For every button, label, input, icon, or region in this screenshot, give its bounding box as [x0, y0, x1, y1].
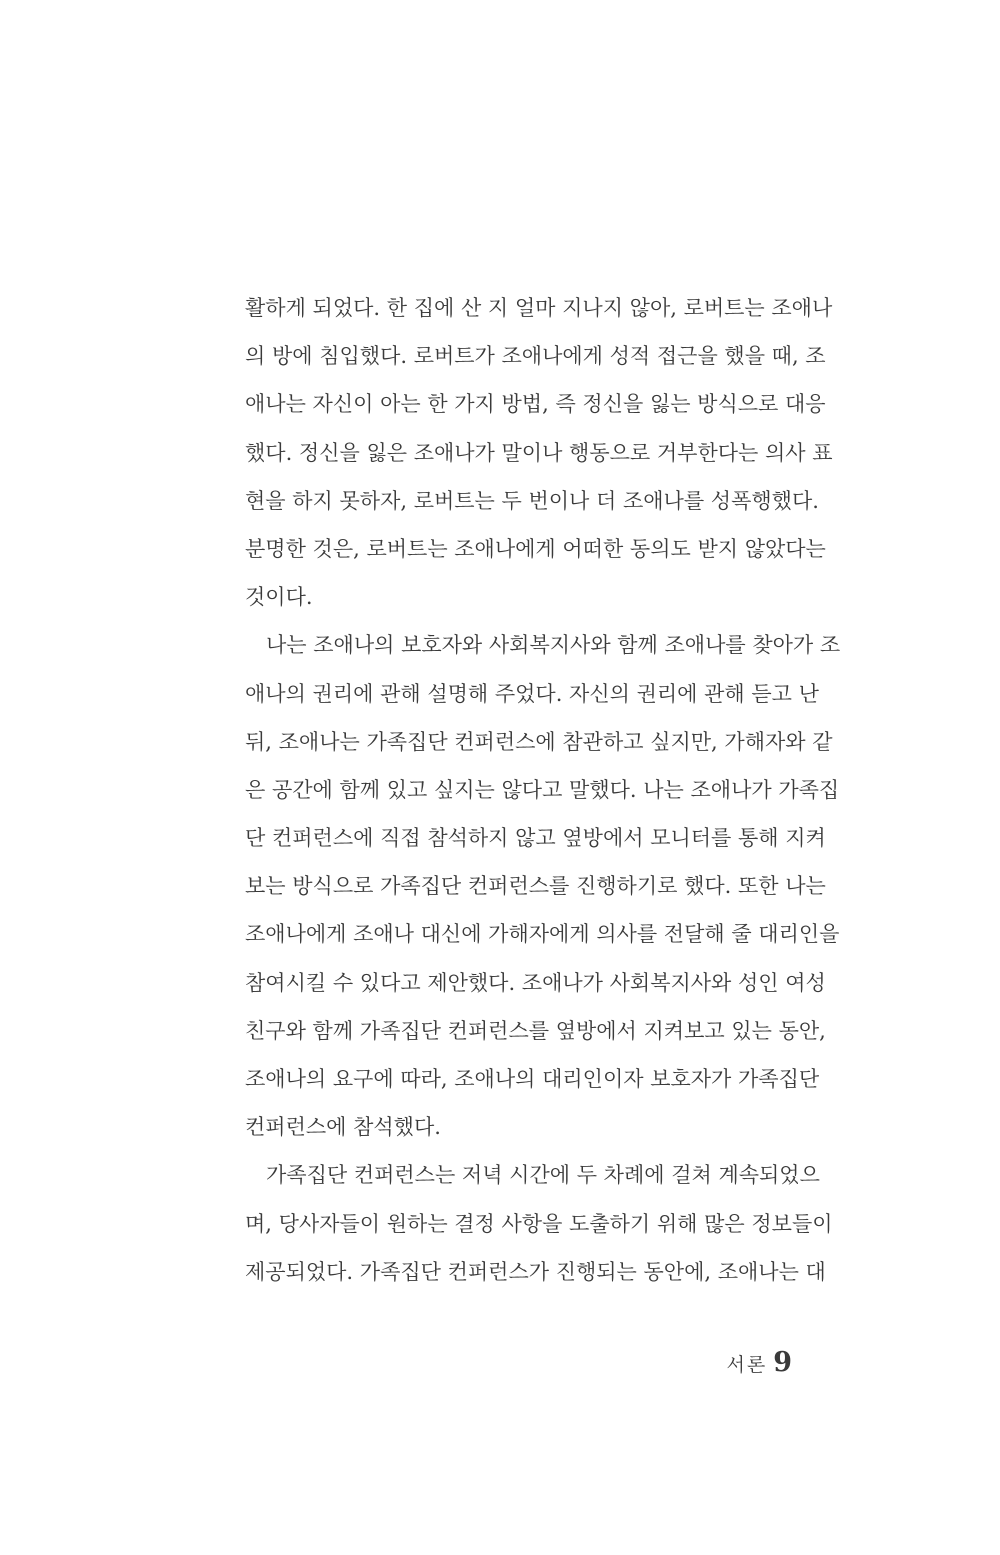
text-line: 가족집단 컨퍼런스는 저녁 시간에 두 차례에 걸쳐 계속되었으 — [266, 1163, 820, 1188]
text-line: 조애나에게 조애나 대신에 가해자에게 의사를 전달해 줄 대리인을 — [245, 922, 840, 947]
text-line: 은 공간에 함께 있고 싶지는 않다고 말했다. 나는 조애나가 가족집 — [245, 777, 840, 802]
text-line: 며, 당사자들이 원하는 결정 사항을 도출하기 위해 많은 정보들이 — [245, 1211, 833, 1236]
text-line: 분명한 것은, 로버트는 조애나에게 어떠한 동의도 받지 않았다는 — [245, 536, 826, 561]
section-title: 서론 — [726, 1354, 768, 1376]
text-line: 컨퍼런스에 참석했다. — [245, 1115, 441, 1140]
text-line: 현을 하지 못하자, 로버트는 두 번이나 더 조애나를 성폭행했다. — [245, 488, 819, 513]
text-line: 제공되었다. 가족집단 컨퍼런스가 진행되는 동안에, 조애나는 대 — [245, 1259, 826, 1284]
text-line: 나는 조애나의 보호자와 사회복지사와 함께 조애나를 찾아가 조 — [266, 633, 841, 658]
text-line: 보는 방식으로 가족집단 컨퍼런스를 진행하기로 했다. 또한 나는 — [245, 874, 826, 899]
text-line: 의 방에 침입했다. 로버트가 조애나에게 성적 접근을 했을 때, 조 — [245, 344, 826, 369]
text-line: 애나의 권리에 관해 설명해 주었다. 자신의 권리에 관해 듣고 난 — [245, 681, 819, 706]
text-line: 애나는 자신이 아는 한 가지 방법, 즉 정신을 잃는 방식으로 대응 — [245, 392, 826, 417]
text-line: 것이다. — [245, 585, 313, 610]
page-footer — [726, 1345, 792, 1381]
text-line: 친구와 함께 가족집단 컨퍼런스를 옆방에서 지켜보고 있는 동안, — [245, 1018, 826, 1043]
text-line: 했다. 정신을 잃은 조애나가 말이나 행동으로 거부한다는 의사 표 — [245, 440, 833, 465]
body-text — [245, 284, 841, 1296]
text-line: 참여시킬 수 있다고 제안했다. 조애나가 사회복지사와 성인 여성 — [245, 970, 826, 995]
text-line: 뒤, 조애나는 가족집단 컨퍼런스에 참관하고 싶지만, 가해자와 같 — [245, 729, 833, 754]
text-line: 조애나의 요구에 따라, 조애나의 대리인이자 보호자가 가족집단 — [245, 1067, 820, 1091]
text-line: 단 컨퍼런스에 직접 참석하지 않고 옆방에서 모니터를 통해 지켜 — [245, 826, 826, 851]
text-line: 활하게 되었다. 한 집에 산 지 얼마 지나지 않아, 로버트는 조애나 — [245, 296, 833, 320]
page-number: 9 — [773, 1347, 792, 1378]
